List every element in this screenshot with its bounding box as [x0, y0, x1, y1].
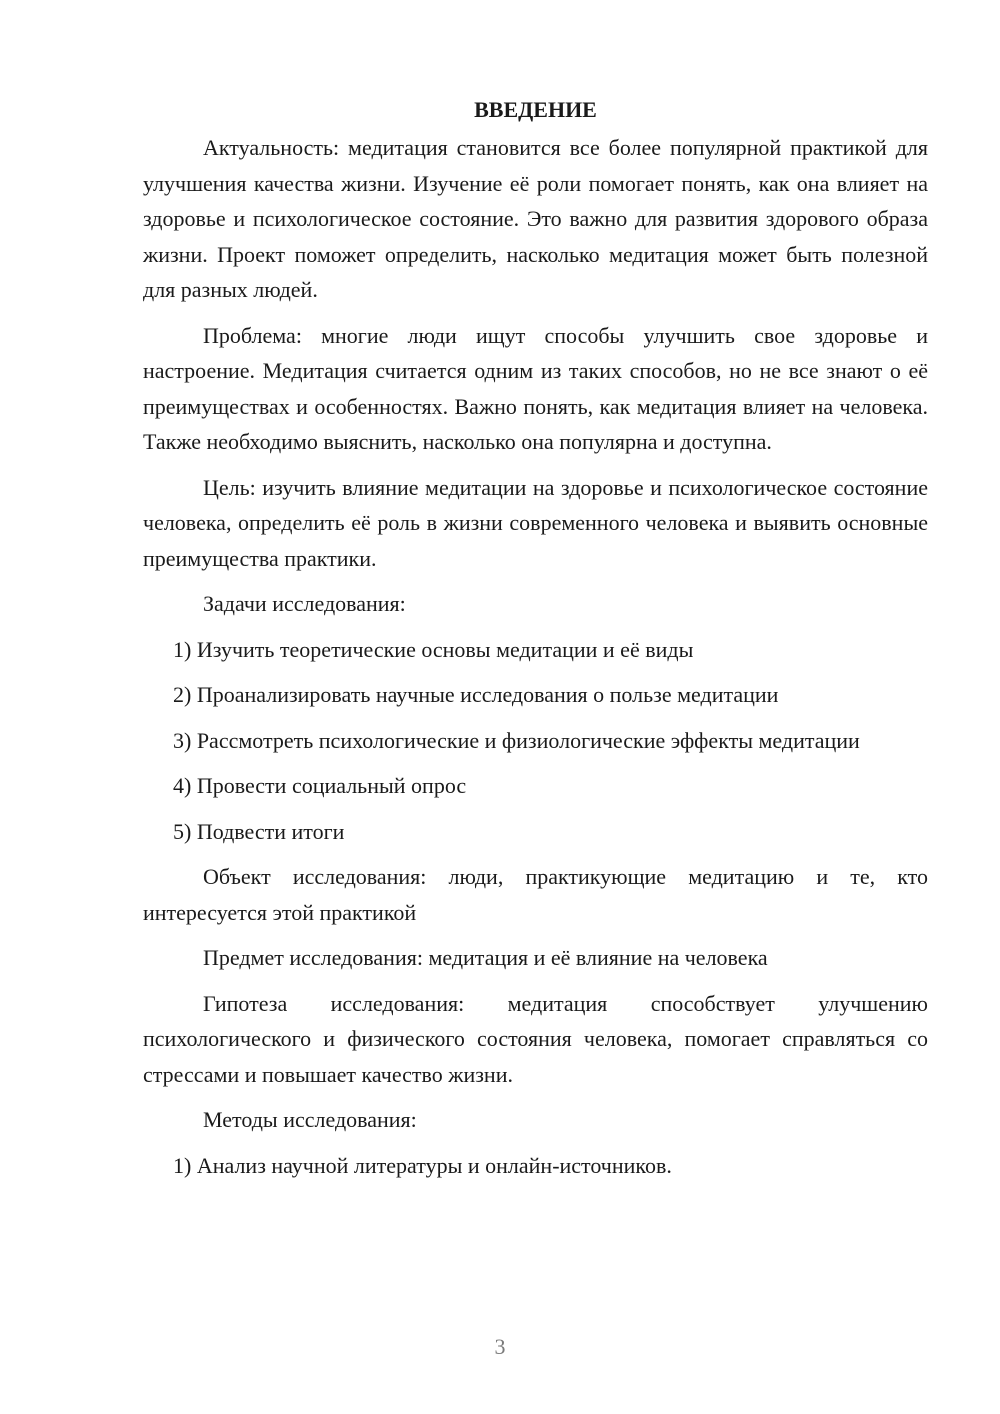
page-number: 3 — [494, 1334, 506, 1359]
method-item-1: 1) Анализ научной литературы и онлайн-источников. — [173, 1152, 672, 1178]
task-item-3: 3) Рассмотреть психологические и физиологические эффекты медитации — [173, 727, 860, 753]
tasks-heading: Задачи исследования: — [203, 591, 406, 616]
task-item-1: 1) Изучить теоретические основы медитации и её виды — [173, 636, 694, 662]
task-item-5: 5) Подвести итоги — [173, 818, 345, 844]
page-title: ВВЕДЕНИЕ — [474, 97, 597, 122]
task-item-4: 4) Провести социальный опрос — [173, 773, 467, 798]
paragraph-subject: Предмет исследования: медитация и её влияние на человека — [203, 945, 768, 970]
paragraph-object: Объект исследования: люди, практикующие медитацию и те, кто интересуется этой практикой — [143, 864, 928, 925]
paragraph-goal: Цель: изучить влияние медитации на здоровье и психологическое состояние человека, определить её роль в жизни современного человека и выявить основные преимущества практики. — [143, 474, 928, 571]
paragraph-hypothesis: Гипотеза исследования: медитация способствует улучшению психологического и физического состояния человека, помогает справляться со стрессами и повышает качество жизни. — [143, 990, 928, 1087]
paragraph-relevance: Актуальность: медитация становится все более популярной практикой для улучшения качества жизни. Изучение её роли помогает понять, как она влияет на здоровье и психологическое состояние. Это важно для развития здорового образа жизни. Проект поможет определить, насколько медитация может быть полезной для разных людей. — [143, 135, 928, 302]
task-item-2: 2) Проанализировать научные исследования о пользе медитации — [173, 682, 779, 707]
paragraph-problem: Проблема: многие люди ищут способы улучшить свое здоровье и настроение. Медитация считается одним из таких способов, но не все знают о её преимуществах и особенностях. Важно понять, как медитация влияет на человека. Также необходимо выяснить, насколько она популярна и доступна. — [143, 322, 928, 454]
methods-heading: Методы исследования: — [203, 1107, 417, 1132]
page-content — [143, 92, 928, 1183]
